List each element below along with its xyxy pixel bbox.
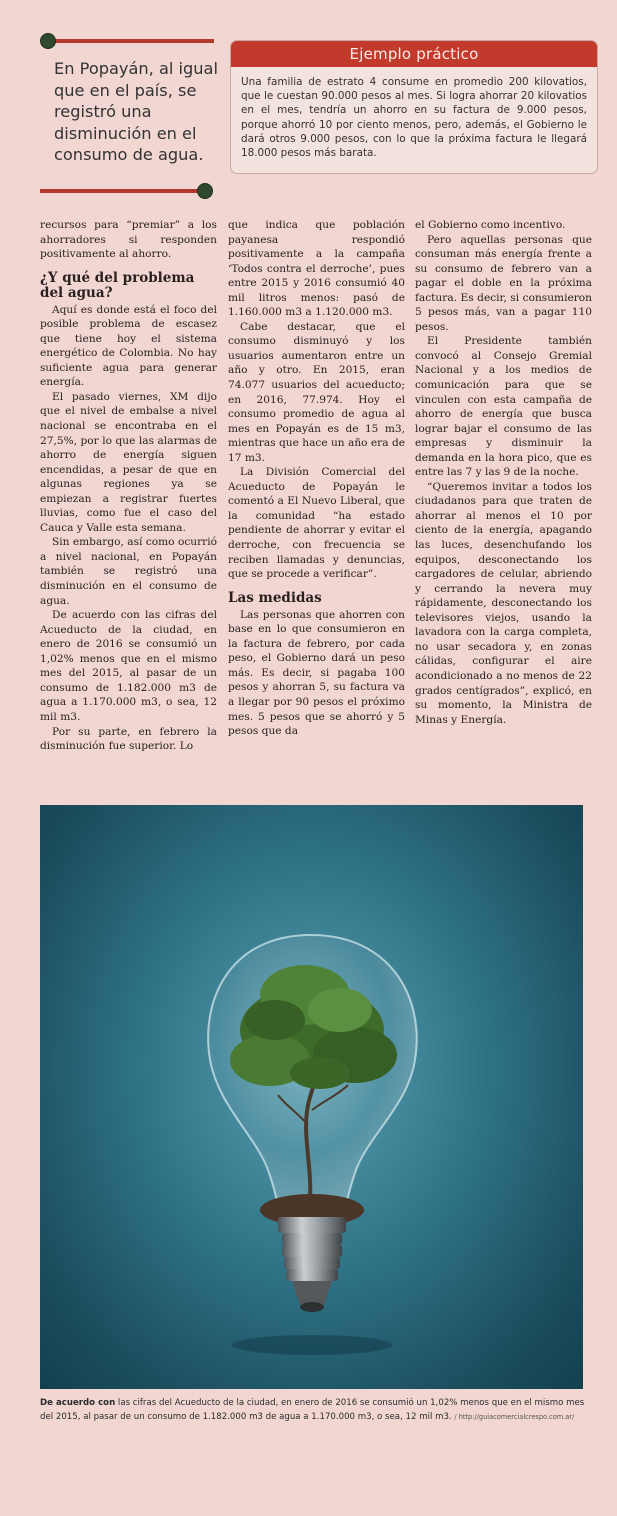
article-column-2 — [228, 218, 405, 798]
paragraph: Sin embargo, así como ocurrió a nivel nacional, en Popayán también se registró una disminución en el consumo de agua. — [40, 536, 217, 607]
pull-quote-top-dot — [40, 33, 56, 49]
example-box — [230, 40, 598, 174]
pull-quote-top-rule — [54, 39, 214, 43]
example-title: Ejemplo práctico — [231, 41, 597, 67]
paragraph: “Queremos invitar a todos los ciudadanos para que traten de ahorrar al menos el 10 por ciento de la energía, apagando las luces, desenchufando los equipos, desconectando los cargadores de celular, abriendo y cerrando la nevera muy rápidamente, desconectando los televisores viejos, usando la lavadora con la carga completa, no usar secadora y, en zonas cálidas, configurar el aire acondicionado a no menos de 22 grados centígrados”, explicó, en su momento, la Ministra de Minas y Energía. — [415, 480, 592, 726]
paragraph: Aquí es donde está el foco del posible problema de escasez que tiene hoy el sistema energético de Colombia. No hay suficiente agua para generar energía. — [40, 303, 217, 389]
pull-quote: En Popayán, al igual que en el país, se registró una disminución en el consumo de agua. — [54, 59, 218, 164]
subheading: Las medidas — [228, 589, 322, 606]
caption-source: / http://guiacomercialcrespo.com.ar/ — [454, 1412, 575, 1421]
paragraph: El pasado viernes, XM dijo que el nivel de embalse a nivel nacional se encontraba en el 27,5%, por lo que las alarmas de ahorro de energía siguen encendidas, a pesar de que en algunas regiones ya se empiezan a registrar fuertes lluvias, como fue el caso del Cauca y Valle esta semana. — [40, 390, 217, 534]
caption-lead: De acuerdo con — [40, 1398, 116, 1408]
photo-caption — [40, 1397, 590, 1424]
paragraph: Por su parte, en febrero la disminución fue superior. Lo — [40, 725, 217, 753]
caption-text: las cifras del Acueducto de la ciudad, en enero de 2016 se consumió un 1,02% menos que en el mismo mes del 2015, al pasar de un consumo de 1.182.000 m3 de agua a 1.170.000 m3, o sea, 12 mil m3. — [40, 1398, 585, 1422]
pull-quote-bottom-rule — [40, 189, 198, 193]
paragraph: El Presidente también convocó al Consejo Gremial Nacional y a los medios de comunicación para que se vinculen con esta campaña de ahorro de energía que busca lograr bajar el consumo de las empresas y disminuir la demanda en la hora pico, que es entre las 7 y las 9 de la noche. — [415, 335, 592, 479]
example-body: Una familia de estrato 4 consume en promedio 200 kilovatios, que le cuestan 90.000 pesos al mes. Si logra ahorrar 20 kilovatios en el mes, tendría un ahorro en su factura de 9.000 pesos, porque ahorró 10 por ciento menos, pero, además, el Gobierno le dará otros 9.000 pesos, con lo que la próxima factura le llegará 18.000 pesos más barata. — [241, 76, 587, 160]
paragraph: Las personas que ahorren con base en lo que consumieron en la factura de febrero, por cada peso, el Gobierno dará un peso más. Es decir, si pagaba 100 pesos y ahorran 5, su factura va a llegar por 90 pesos el próximo mes. 5 pesos que se ahorró y 5 pesos que da — [228, 608, 405, 738]
paragraph: De acuerdo con las cifras del Acueducto de la ciudad, en enero de 2016 se consumió un 1,02% menos que en el mismo mes del 2015, al pasar de un consumo de 1.182.000 m3 de agua a 1.170.000 m3, o sea, 12 mil m3. — [40, 609, 217, 723]
tree-lightbulb-illustration — [40, 805, 583, 1389]
paragraph: que indica que población payanesa respondió positivamente a la campaña ‘Todos contra el derroche’, pues entre 2015 y 2016 consumió 40 mil litros menos: pasó de 1.160.000 m3 a 1.120.000 m3. — [228, 219, 405, 319]
paragraph: recursos para “premiar” a los ahorradores si responden positivamente al ahorro. — [40, 219, 217, 261]
paragraph: el Gobierno como incentivo. — [415, 219, 566, 231]
tree-lightbulb-photo — [40, 805, 583, 1389]
article-column-3 — [415, 218, 592, 798]
paragraph: Pero aquellas personas que consuman más energía frente a su consumo de febrero van a pagar el doble en la próxima factura. Es decir, si consumieron 5 pesos más, van a pagar 110 pesos. — [415, 233, 592, 333]
pull-quote-bottom-dot — [197, 183, 213, 199]
paragraph: Cabe destacar, que el consumo disminuyó y los usuarios aumentaron entre un año y otro. En 2015, eran 74.077 usuarios del acueducto; en 2016, 77.974. Hoy el consumo promedio de agua al mes en Popayán es de 15 m3, mientras que hace un año era de 17 m3. — [228, 320, 405, 464]
bulb-screw-base — [278, 1217, 346, 1312]
paragraph: La División Comercial del Acueducto de Popayán le comentó a El Nuevo Liberal, que la comunidad “ha estado pendiente de ahorrar y evitar el derroche, con frecuencia se reciben llamadas y denuncias, que se procede a verificar”. — [228, 466, 405, 581]
subheading: ¿Y qué del problema del agua? — [40, 269, 195, 301]
article-column-1 — [40, 218, 217, 798]
